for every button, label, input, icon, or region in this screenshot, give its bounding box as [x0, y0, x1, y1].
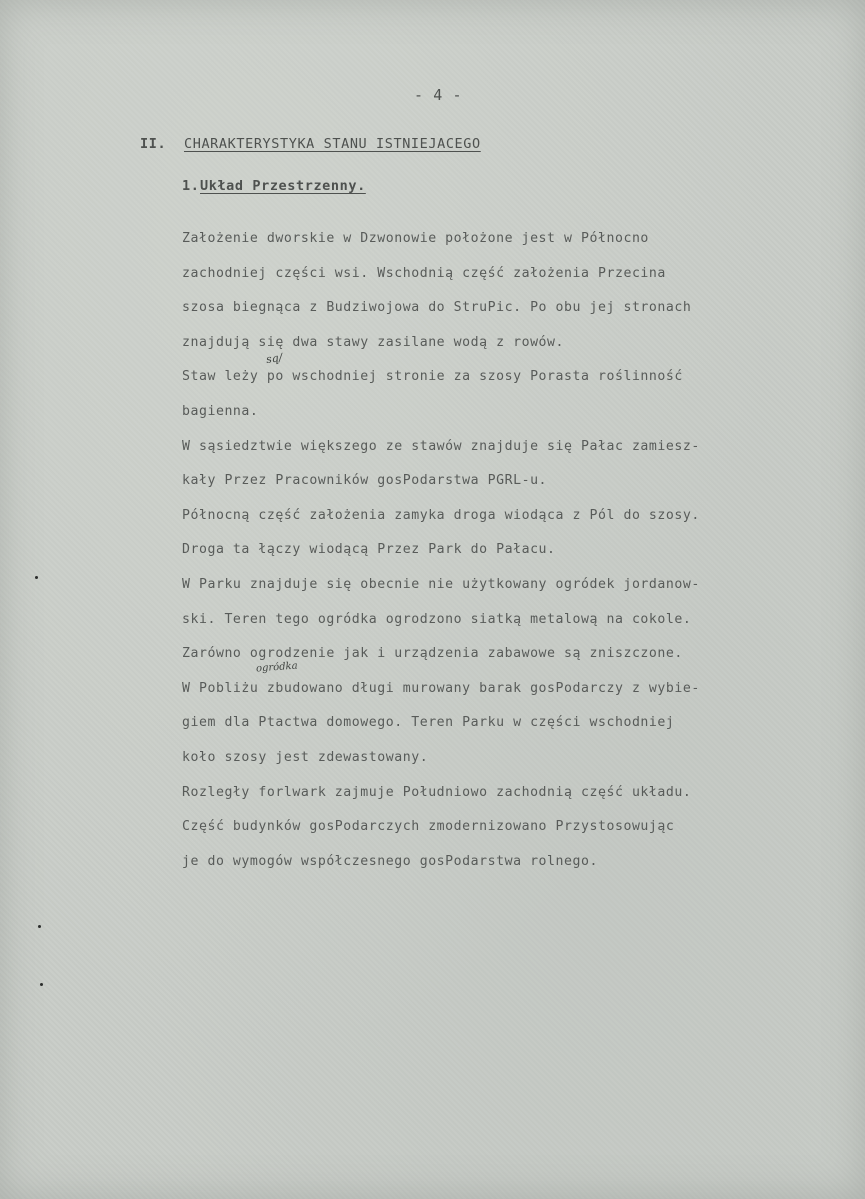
body-text	[182, 222, 842, 879]
margin-mark	[38, 925, 41, 928]
handwritten-note: sq/	[265, 350, 284, 367]
margin-mark	[35, 576, 38, 579]
body-line: zachodniej części wsi. Wschodnią część założenia Przecina	[182, 265, 666, 281]
body-line: je do wymogów współczesnego gosPodarstwa rolnego.	[182, 853, 598, 869]
section-numeral: II.	[140, 136, 167, 152]
body-line: Część budynków gosPodarczych zmodernizowano Przystosowując	[182, 819, 675, 835]
body-line: ski. Teren tego ogródka ogrodzono siatką metalową na cokole.	[182, 611, 692, 627]
body-line: W Parku znajduje się obecnie nie użytkowany ogródek jordanow-	[182, 576, 700, 592]
page-number: - 4 -	[414, 86, 463, 104]
subsection-heading: Układ Przestrzenny.	[200, 178, 366, 194]
body-line: W Pobliżu zbudowano długi murowany barak gosPodarczy z wybie-	[182, 680, 700, 696]
body-line: Droga ta łączy wiodącą Przez Park do Pałacu.	[182, 542, 556, 558]
body-line: Zarówno ogrodzenie jak i urządzenia zabawowe są zniszczone.	[182, 646, 683, 662]
body-line: szosa biegnąca z Budziwojowa do StruPic. Po obu jej stronach	[182, 300, 692, 316]
body-line: Założenie dworskie w Dzwonowie położone jest w Północno	[182, 231, 649, 246]
body-line: giem dla Ptactwa domowego. Teren Parku w części wschodniej	[182, 715, 675, 731]
margin-mark	[40, 983, 43, 986]
body-line: kały Przez Pracowników gosPodarstwa PGRL-u.	[182, 473, 548, 489]
body-line: W sąsiedztwie większego ze stawów znajduje się Pałac zamiesz-	[182, 438, 700, 454]
body-line: Staw leży po wschodniej stronie za szosy Porasta roślinność	[182, 369, 683, 385]
subsection-number: 1.	[182, 178, 200, 194]
body-line: Rozległy forlwark zajmuje Południowo zachodnią część układu.	[182, 784, 692, 800]
body-line: znajdują się dwa stawy zasilane wodą z rowów.	[182, 334, 565, 350]
handwritten-note: ogródka	[255, 660, 298, 675]
body-line: Północną część założenia zamyka droga wiodąca z Pól do szosy.	[182, 507, 700, 523]
body-line: koło szosy jest zdewastowany.	[182, 749, 429, 765]
body-line: bagienna.	[182, 403, 259, 419]
section-heading: CHARAKTERYSTYKA STANU ISTNIEJACEGO	[184, 136, 481, 152]
